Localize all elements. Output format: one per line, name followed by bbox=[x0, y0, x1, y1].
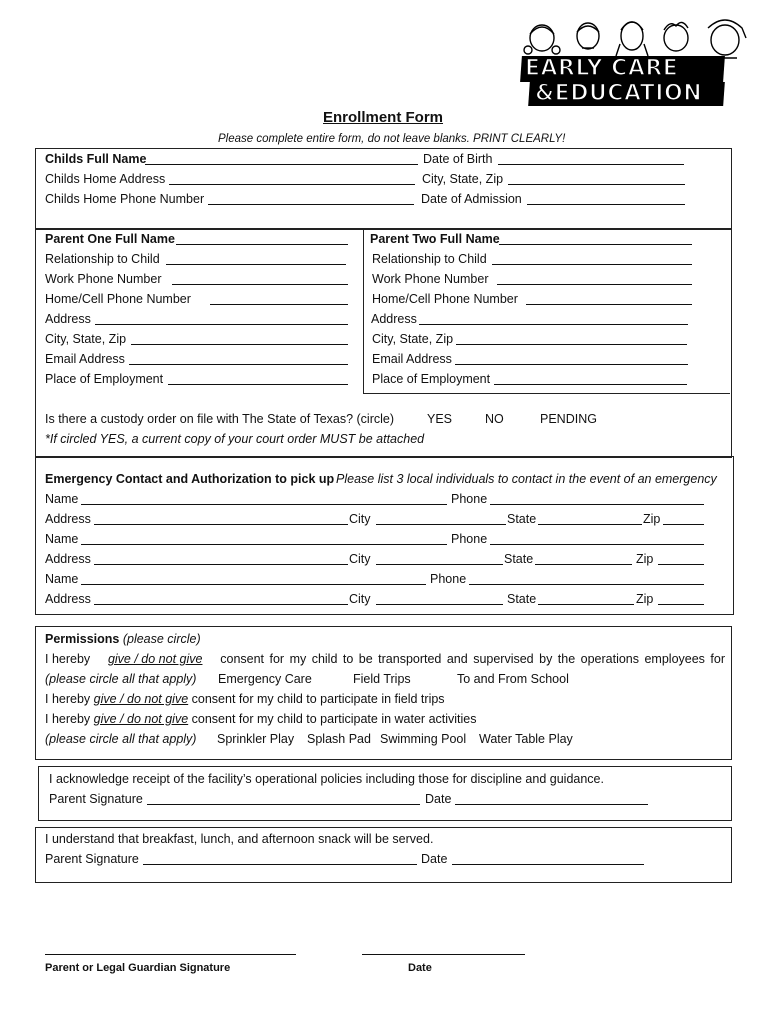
parent-two-work-phone-field[interactable] bbox=[497, 284, 692, 285]
parent-one-work-phone-label: Work Phone Number bbox=[45, 272, 162, 286]
transport-circle-all: (please circle all that apply) bbox=[45, 672, 197, 686]
custody-note: *If circled YES, a current copy of your court order MUST be attached bbox=[45, 432, 425, 446]
water-consent-prefix: I hereby bbox=[45, 712, 91, 726]
parent-one-email-label: Email Address bbox=[45, 352, 125, 366]
parent-two-city-field[interactable] bbox=[456, 344, 687, 345]
child-address-field[interactable] bbox=[169, 184, 415, 185]
contact-1-state-label: State bbox=[507, 512, 537, 526]
contact-1-zip-label: Zip bbox=[643, 512, 661, 526]
parent-two-relationship-label: Relationship to Child bbox=[372, 252, 487, 266]
parent-two-cell-phone-field[interactable] bbox=[526, 304, 692, 305]
emergency-title: Emergency Contact and Authorization to pick up bbox=[45, 472, 335, 486]
permissions-title: Permissions bbox=[45, 632, 120, 646]
parent-two-name-label: Parent Two Full Name bbox=[370, 232, 500, 246]
option-emergency-care[interactable]: Emergency Care bbox=[218, 672, 312, 686]
dob-field[interactable] bbox=[498, 164, 684, 165]
field-trip-consent-text: consent for my child to participate in field trips bbox=[191, 692, 445, 706]
child-city-field[interactable] bbox=[508, 184, 685, 185]
permissions-heading bbox=[45, 632, 201, 646]
contact-3-name-field[interactable] bbox=[81, 584, 426, 585]
parent-one-cell-phone-field[interactable] bbox=[210, 304, 348, 305]
logo-line-1: EARLY CARE bbox=[525, 56, 679, 81]
option-sprinkler-play[interactable]: Sprinkler Play bbox=[217, 732, 295, 746]
parent-one-relationship-field[interactable] bbox=[166, 264, 346, 265]
option-water-table-play[interactable]: Water Table Play bbox=[479, 732, 573, 746]
child-phone-field[interactable] bbox=[208, 204, 414, 205]
contact-1-city-label: City bbox=[349, 512, 371, 526]
parent-one-email-field[interactable] bbox=[129, 364, 348, 365]
parent-one-cell-phone-label: Home/Cell Phone Number bbox=[45, 292, 191, 306]
contact-3-city-field[interactable] bbox=[376, 604, 503, 605]
contact-2-address-field[interactable] bbox=[94, 564, 348, 565]
option-to-from-school[interactable]: To and From School bbox=[457, 672, 569, 686]
contact-2-address-label: Address bbox=[45, 552, 91, 566]
contact-3-address-label: Address bbox=[45, 592, 91, 606]
parent-two-employment-label: Place of Employment bbox=[372, 372, 491, 386]
transport-consent-line bbox=[45, 652, 725, 666]
option-field-trips[interactable]: Field Trips bbox=[353, 672, 411, 686]
water-circle-all: (please circle all that apply) bbox=[45, 732, 197, 746]
admission-field[interactable] bbox=[527, 204, 685, 205]
custody-pending-option[interactable]: PENDING bbox=[540, 412, 597, 426]
contact-3-state-label: State bbox=[507, 592, 537, 606]
water-give-choice[interactable]: give / do not give bbox=[93, 712, 189, 726]
parent-one-work-phone-field[interactable] bbox=[172, 284, 348, 285]
parent-one-city-field[interactable] bbox=[131, 344, 348, 345]
custody-yes-option[interactable]: YES bbox=[427, 412, 453, 426]
acknowledge-date-field[interactable] bbox=[455, 804, 648, 805]
transport-consent-prefix: I hereby bbox=[45, 652, 91, 666]
contact-3-phone-field[interactable] bbox=[469, 584, 704, 585]
child-phone-label: Childs Home Phone Number bbox=[45, 192, 205, 206]
contact-1-phone-label: Phone bbox=[451, 492, 488, 506]
emergency-instructions: Please list 3 local individuals to contact in the event of an emergency bbox=[336, 472, 717, 486]
parent-one-address-field[interactable] bbox=[95, 324, 348, 325]
acknowledge-signature-label: Parent Signature bbox=[49, 792, 143, 806]
parent-two-work-phone-label: Work Phone Number bbox=[372, 272, 489, 286]
parent-two-email-label: Email Address bbox=[372, 352, 452, 366]
parent-two-name-field[interactable] bbox=[499, 244, 692, 245]
acknowledge-signature-field[interactable] bbox=[147, 804, 420, 805]
contact-2-state-field[interactable] bbox=[535, 564, 632, 565]
contact-3-name-label: Name bbox=[45, 572, 79, 586]
contact-2-state-label: State bbox=[504, 552, 534, 566]
guardian-signature-label: Parent or Legal Guardian Signature bbox=[45, 962, 231, 974]
contact-2-zip-label: Zip bbox=[636, 552, 654, 566]
meals-signature-label: Parent Signature bbox=[45, 852, 139, 866]
water-consent-line bbox=[45, 712, 477, 726]
page-title: Enrollment Form bbox=[323, 109, 444, 126]
contact-2-phone-field[interactable] bbox=[490, 544, 704, 545]
contact-1-state-field[interactable] bbox=[538, 524, 642, 525]
contact-2-city-label: City bbox=[349, 552, 371, 566]
water-consent-text: consent for my child to participate in water activities bbox=[191, 712, 477, 726]
permissions-title-note: (please circle) bbox=[122, 632, 201, 646]
child-address-label: Childs Home Address bbox=[45, 172, 166, 186]
contact-1-name-label: Name bbox=[45, 492, 79, 506]
parent-one-relationship-label: Relationship to Child bbox=[45, 252, 160, 266]
parents-divider bbox=[363, 228, 364, 394]
transport-give-choice[interactable]: give / do not give bbox=[107, 652, 203, 666]
admission-label: Date of Admission bbox=[421, 192, 522, 206]
contact-2-name-field[interactable] bbox=[81, 544, 447, 545]
contact-3-phone-label: Phone bbox=[430, 572, 467, 586]
guardian-signature-field[interactable] bbox=[45, 954, 296, 955]
child-city-label: City, State, Zip bbox=[422, 172, 504, 186]
acknowledge-text: I acknowledge receipt of the facility’s operational policies including those for discipline and guidance. bbox=[49, 772, 604, 786]
custody-question: Is there a custody order on file with The State of Texas? (circle) bbox=[45, 412, 395, 426]
custody-no-option[interactable]: NO bbox=[485, 412, 504, 426]
parent-two-address-label: Address bbox=[371, 312, 417, 326]
parent-one-city-label: City, State, Zip bbox=[45, 332, 127, 346]
contact-3-zip-field[interactable] bbox=[658, 604, 704, 605]
guardian-date-field[interactable] bbox=[362, 954, 525, 955]
child-name-label: Childs Full Name bbox=[45, 152, 147, 166]
contact-3-city-label: City bbox=[349, 592, 371, 606]
meals-text: I understand that breakfast, lunch, and afternoon snack will be served. bbox=[45, 832, 434, 846]
parent-one-employment-label: Place of Employment bbox=[45, 372, 164, 386]
contact-2-zip-field[interactable] bbox=[658, 564, 704, 565]
contact-3-zip-label: Zip bbox=[636, 592, 654, 606]
contact-1-address-field[interactable] bbox=[94, 524, 348, 525]
parent-one-address-label: Address bbox=[45, 312, 91, 326]
contact-2-name-label: Name bbox=[45, 532, 79, 546]
option-splash-pad[interactable]: Splash Pad bbox=[307, 732, 371, 746]
field-trip-consent-prefix: I hereby bbox=[45, 692, 91, 706]
meals-signature-field[interactable] bbox=[143, 864, 417, 865]
contact-1-zip-field[interactable] bbox=[663, 524, 704, 525]
field-trip-give-choice[interactable]: give / do not give bbox=[93, 692, 189, 706]
contact-2-phone-label: Phone bbox=[451, 532, 488, 546]
acknowledge-date-label: Date bbox=[425, 792, 452, 806]
parents-bottom-rule bbox=[363, 393, 730, 394]
parent-two-email-field[interactable] bbox=[455, 364, 688, 365]
parent-two-city-label: City, State, Zip bbox=[372, 332, 454, 346]
dob-label: Date of Birth bbox=[423, 152, 493, 166]
transport-consent-text: consent for my child to be transported and supervised by the operations employees for bbox=[220, 652, 725, 666]
parent-one-name-field[interactable] bbox=[176, 244, 348, 245]
guardian-date-label: Date bbox=[408, 962, 432, 974]
parent-two-relationship-field[interactable] bbox=[492, 264, 692, 265]
contact-3-state-field[interactable] bbox=[538, 604, 634, 605]
logo-line-2: &EDUCATION bbox=[535, 81, 703, 106]
parent-two-cell-phone-label: Home/Cell Phone Number bbox=[372, 292, 518, 306]
contact-1-city-field[interactable] bbox=[376, 524, 506, 525]
child-name-field[interactable] bbox=[145, 164, 418, 165]
contact-2-city-field[interactable] bbox=[376, 564, 503, 565]
contact-1-address-label: Address bbox=[45, 512, 91, 526]
contact-1-name-field[interactable] bbox=[81, 504, 447, 505]
meals-date-label: Date bbox=[421, 852, 448, 866]
parent-one-employment-field[interactable] bbox=[168, 384, 348, 385]
field-trip-consent-line bbox=[45, 692, 445, 706]
meals-date-field[interactable] bbox=[452, 864, 644, 865]
option-swimming-pool[interactable]: Swimming Pool bbox=[380, 732, 467, 746]
parent-one-name-label: Parent One Full Name bbox=[45, 232, 175, 246]
parent-two-employment-field[interactable] bbox=[494, 384, 687, 385]
contact-1-phone-field[interactable] bbox=[490, 504, 704, 505]
page-subtitle: Please complete entire form, do not leave blanks. PRINT CLEARLY! bbox=[218, 133, 566, 145]
parent-two-address-field[interactable] bbox=[419, 324, 688, 325]
contact-3-address-field[interactable] bbox=[94, 604, 348, 605]
early-care-education-logo bbox=[521, 56, 724, 108]
